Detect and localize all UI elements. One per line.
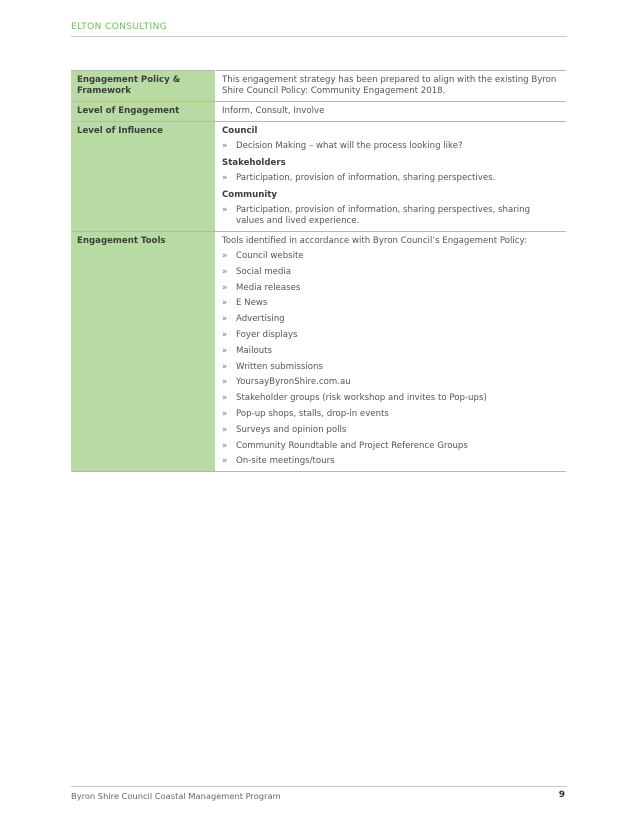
row-content: Inform, Consult, Involve xyxy=(216,102,567,122)
list-item: » Participation, provision of information, sharing perspectives, sharing values and lived experience. xyxy=(222,205,560,227)
page-number: 9 xyxy=(558,790,565,800)
tools-list xyxy=(222,251,560,467)
row-label: Level of Influence xyxy=(71,122,216,232)
table-row xyxy=(71,71,566,102)
row-label: Engagement Tools xyxy=(71,232,216,472)
tools-intro: Tools identified in accordance with Byron Council’s Engagement Policy: xyxy=(222,236,527,246)
list-item: » Community Roundtable and Project Reference Groups xyxy=(222,441,560,452)
influence-list-community xyxy=(222,205,560,227)
row-label: Engagement Policy & Framework xyxy=(71,71,216,102)
list-item: » Social media xyxy=(222,267,560,278)
list-item: » Foyer displays xyxy=(222,330,560,341)
influence-heading-community: Community xyxy=(222,190,278,200)
header-brand: ELTON CONSULTING xyxy=(71,22,168,32)
list-item: » Written submissions xyxy=(222,362,560,373)
list-item: » Surveys and opinion polls xyxy=(222,425,560,436)
footer-title: Byron Shire Council Coastal Management Program xyxy=(71,791,281,801)
table-row xyxy=(71,122,566,232)
footer-divider xyxy=(71,786,567,787)
list-item: » Mailouts xyxy=(222,346,560,357)
table-row xyxy=(71,102,566,122)
list-item: » YoursayByronShire.com.au xyxy=(222,377,560,388)
header-divider xyxy=(71,36,567,37)
list-item: » Council website xyxy=(222,251,560,262)
row-content xyxy=(216,122,567,232)
list-item: » Media releases xyxy=(222,283,560,294)
row-label: Level of Engagement xyxy=(71,102,216,122)
list-item: » Advertising xyxy=(222,314,560,325)
engagement-table xyxy=(71,70,566,472)
list-item: » Pop-up shops, stalls, drop-in events xyxy=(222,409,560,420)
row-content xyxy=(216,232,567,472)
influence-list-council xyxy=(222,141,560,152)
table-row xyxy=(71,232,566,472)
row-content: This engagement strategy has been prepared to align with the existing Byron Shire Council Policy: Community Engagement 2018. xyxy=(216,71,567,102)
influence-list-stakeholders xyxy=(222,173,560,184)
influence-heading-stakeholders: Stakeholders xyxy=(222,158,286,168)
list-item: » Participation, provision of information, sharing perspectives. xyxy=(222,173,560,184)
list-item: » On-site meetings/tours xyxy=(222,456,560,467)
list-item: » Stakeholder groups (risk workshop and invites to Pop-ups) xyxy=(222,393,560,404)
influence-heading-council: Council xyxy=(222,126,258,136)
list-item: » Decision Making – what will the process looking like? xyxy=(222,141,560,152)
list-item: » E News xyxy=(222,298,560,309)
